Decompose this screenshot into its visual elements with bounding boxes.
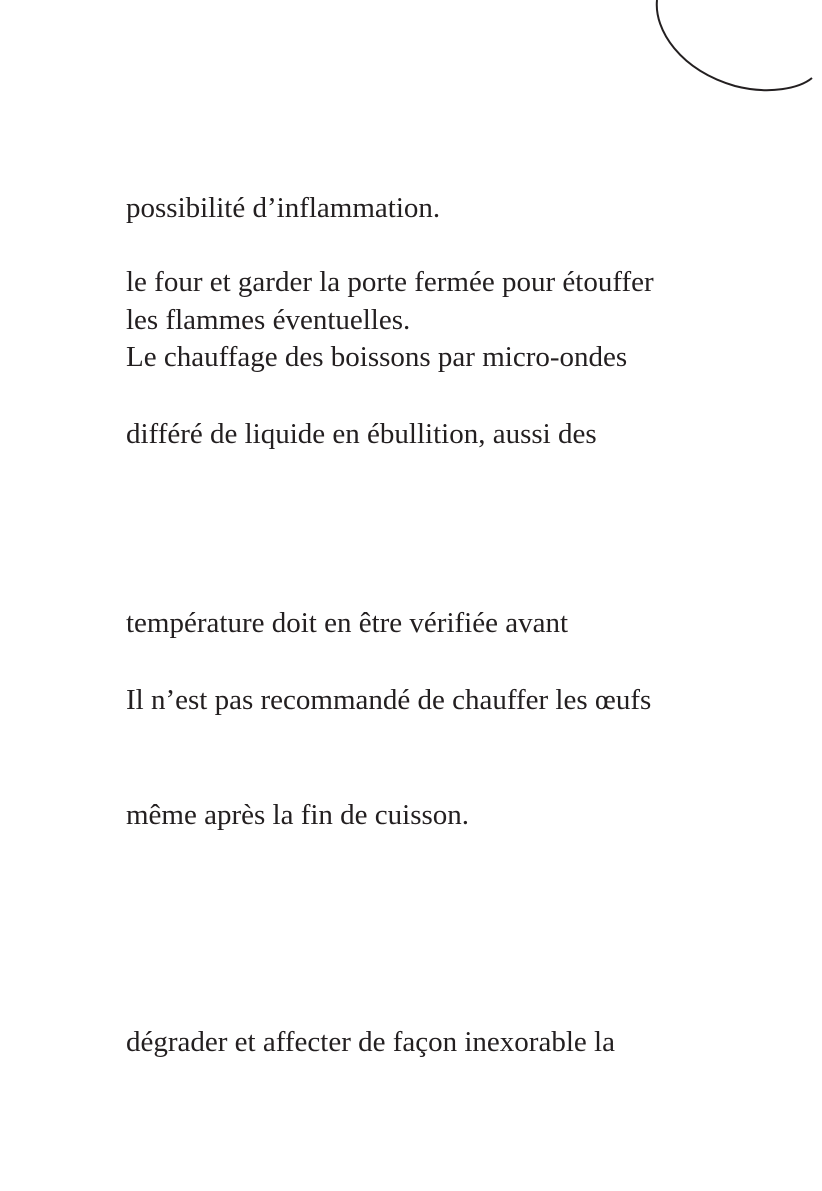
text-line-5: différé de liquide en ébullition, aussi des xyxy=(126,418,597,450)
corner-arc-decoration xyxy=(640,0,822,100)
text-line-1: possibilité d’inflammation. xyxy=(126,192,441,224)
text-line-6: température doit en être vérifiée avant xyxy=(126,607,569,639)
text-line-8: même après la fin de cuisson. xyxy=(126,799,470,831)
text-line-9: dégrader et affecter de façon inexorable la xyxy=(126,1026,615,1058)
text-line-3: les flammes éventuelles. xyxy=(126,304,411,336)
text-line-4: Le chauffage des boissons par micro-ondes xyxy=(126,341,628,373)
text-line-2: le four et garder la porte fermée pour étouffer xyxy=(126,266,654,298)
text-line-7: Il n’est pas recommandé de chauffer les œufs xyxy=(126,684,652,716)
